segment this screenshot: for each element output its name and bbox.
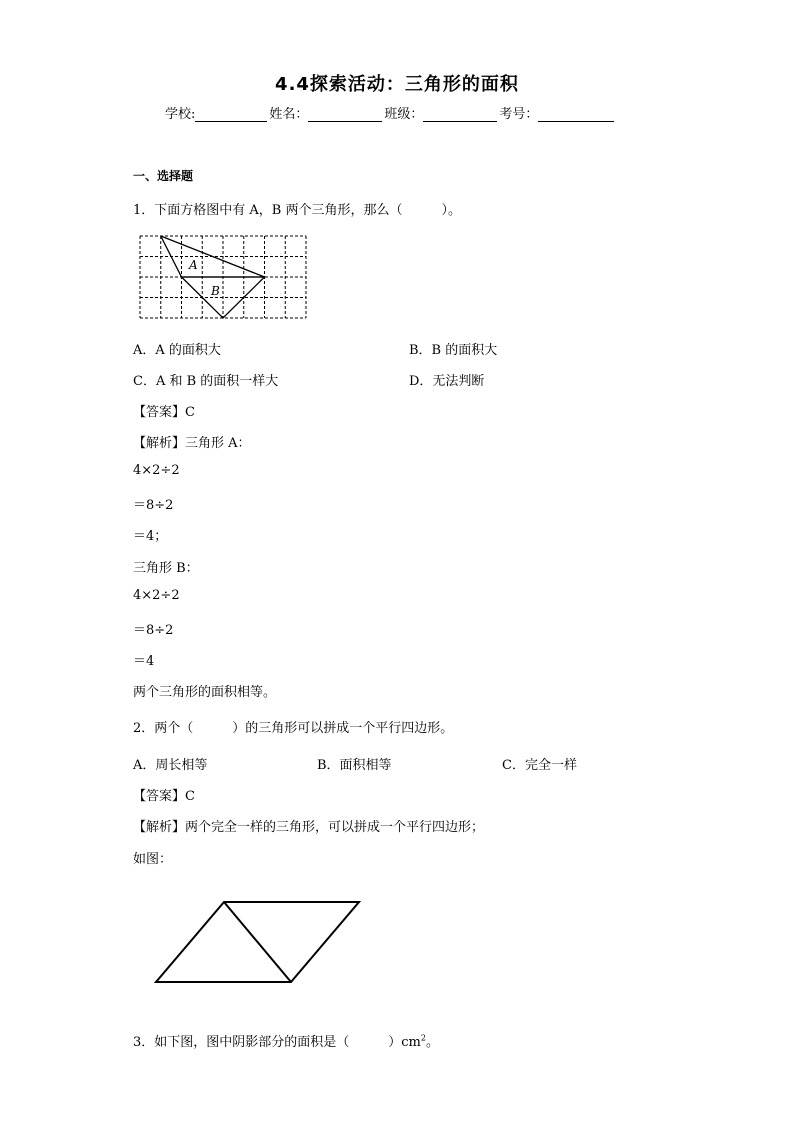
student-info-line (165, 103, 616, 122)
q2-stem: 2．两个（ ）的三角形可以拼成一个平行四边形。 (133, 721, 454, 736)
label-a: A (189, 258, 198, 272)
q1-answer: 【答案】C (133, 405, 195, 420)
calc-line: ＝8÷2 (133, 623, 174, 638)
q3-unit-superscript: 2 (420, 1033, 426, 1043)
diagonal-line (224, 902, 291, 982)
q3-stem-end: 。 (425, 1035, 439, 1050)
q1-stem: 1．下面方格图中有 A，B 两个三角形，那么（ ）。 (133, 203, 461, 218)
q2-option-a: A．周长相等 (133, 758, 208, 773)
calc-line: 4×2÷2 (133, 588, 180, 603)
section-heading: 一、选择题 (133, 169, 194, 183)
q2-option-c: C．完全一样 (502, 758, 577, 773)
q1-option-d: D．无法判断 (409, 374, 485, 389)
name-label: 姓名： (269, 107, 309, 122)
q2-answer: 【答案】C (133, 789, 195, 804)
q1-grid-figure (138, 234, 310, 322)
q1-option-c: C．A 和 B 的面积一样大 (133, 374, 279, 389)
q3-stem (133, 1031, 439, 1050)
q1-explain-head: 【解析】三角形 A： (133, 436, 251, 451)
calc-line: ＝4； (133, 529, 168, 544)
q1-option-a: A．A 的面积大 (133, 343, 221, 358)
q1-option-b: B．B 的面积大 (409, 343, 498, 358)
calc-line: ＝4 (133, 654, 155, 669)
q2-option-b: B．面积相等 (317, 758, 392, 773)
name-blank (308, 108, 382, 122)
page-title: 4.4探索活动：三角形的面积 (275, 74, 519, 95)
exam-no-blank (538, 108, 614, 122)
label-b: B (211, 284, 220, 298)
calc-line: ＝8÷2 (133, 498, 174, 513)
q3-stem-text: 3．如下图，图中阴影部分的面积是（ ）cm (133, 1035, 421, 1050)
school-blank (195, 108, 267, 122)
q2-explain: 【解析】两个完全一样的三角形，可以拼成一个平行四边形； (133, 820, 485, 835)
q2-fig-intro: 如图： (133, 852, 173, 867)
school-label: 学校: (165, 107, 196, 122)
class-label: 班级： (384, 107, 424, 122)
class-blank (423, 108, 497, 122)
q1-conclusion: 两个三角形的面积相等。 (133, 685, 277, 700)
q1-b-head: 三角形 B： (133, 561, 199, 576)
parallelogram-figure (150, 896, 364, 986)
exam-no-label: 考号： (499, 107, 539, 122)
calc-line: 4×2÷2 (133, 463, 180, 478)
